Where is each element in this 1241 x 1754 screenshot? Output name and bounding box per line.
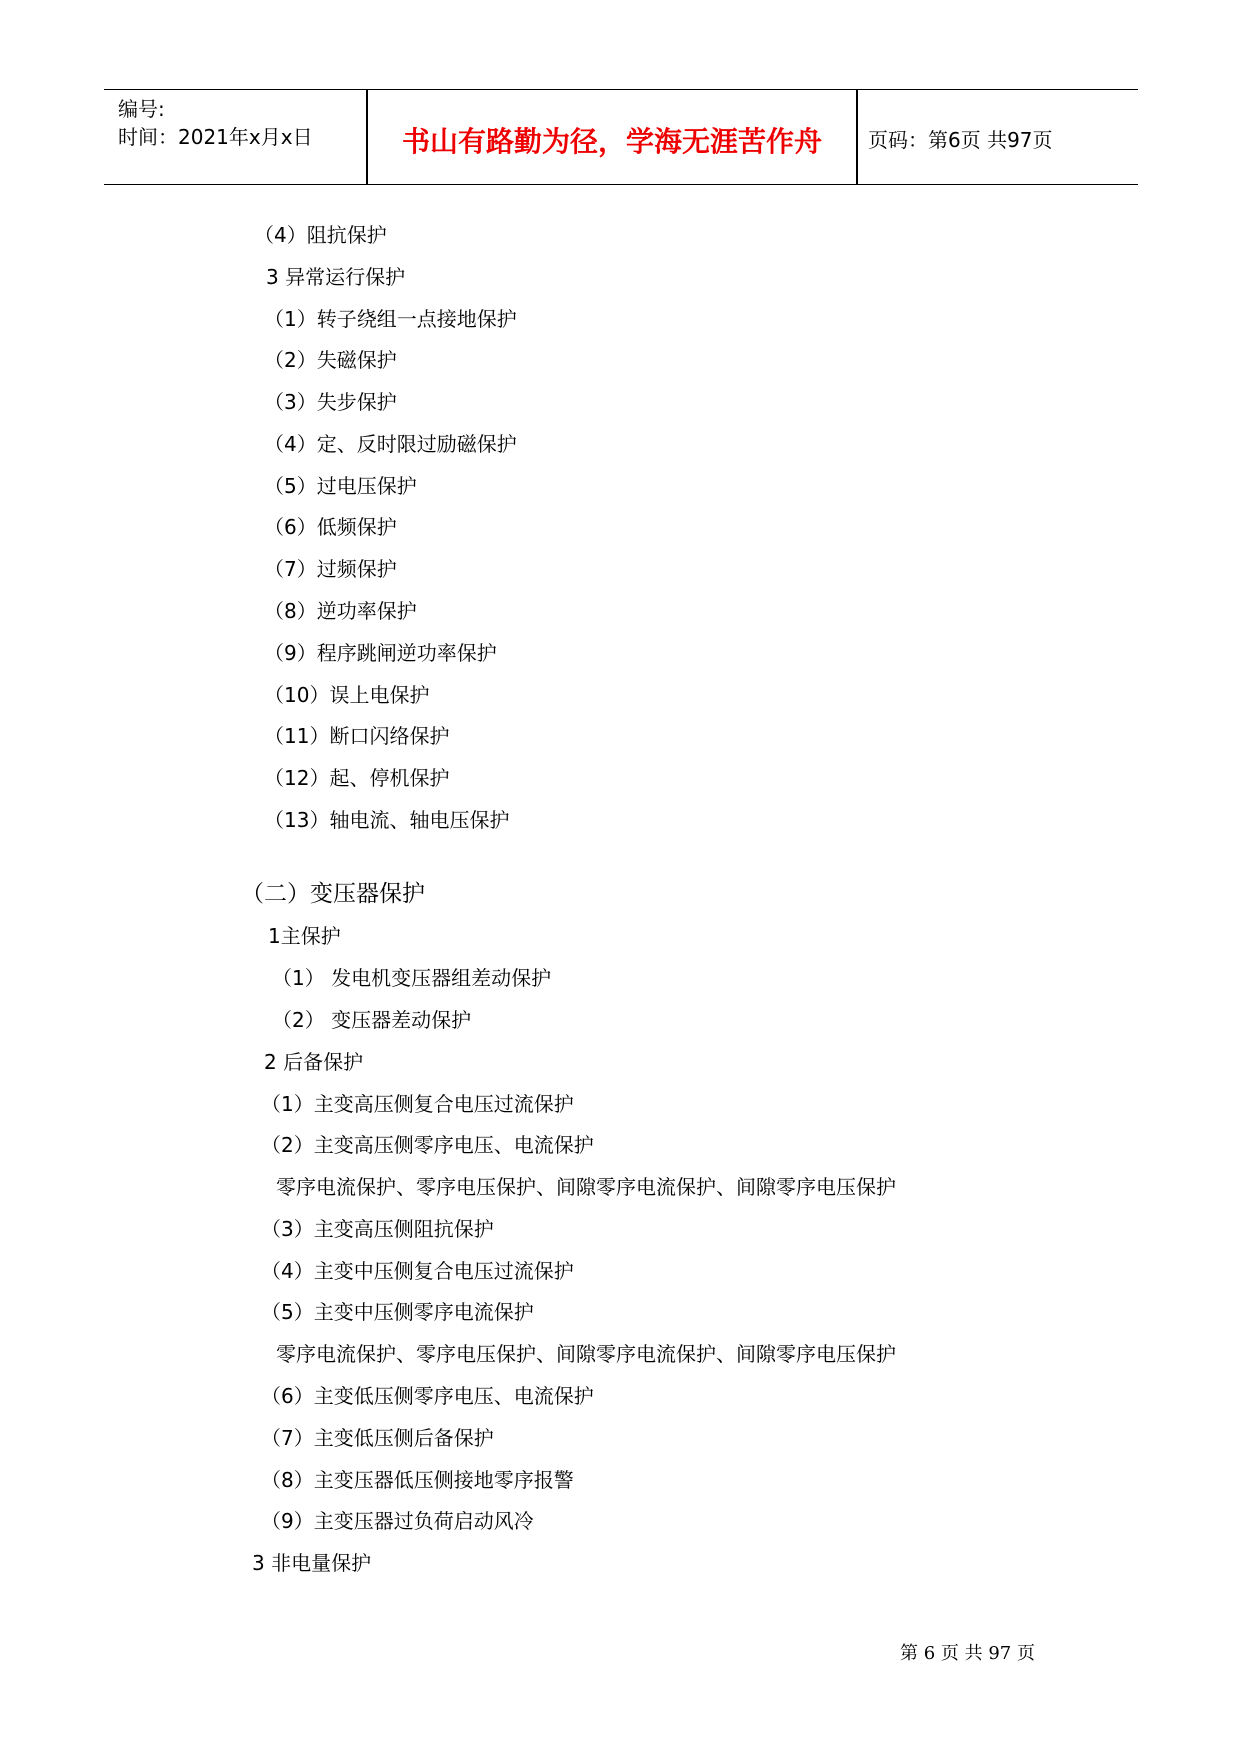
- list-item: （11）断口闪络保护: [264, 724, 450, 748]
- document-number-label: 编号:: [118, 97, 165, 121]
- list-item: 零序电流保护、零序电压保护、间隙零序电流保护、间隙零序电压保护: [276, 1175, 896, 1199]
- list-item: （5）过电压保护: [264, 474, 417, 498]
- list-item: （1） 发电机变压器组差动保护: [272, 966, 552, 990]
- header-page-label: 页码：第6页 共97页: [868, 128, 1053, 152]
- page-header: [104, 89, 1138, 185]
- list-item: （13）轴电流、轴电压保护: [264, 808, 510, 832]
- list-item: 1主保护: [268, 924, 341, 948]
- list-item: 2 后备保护: [264, 1050, 364, 1074]
- list-item: （5）主变中压侧零序电流保护: [261, 1300, 534, 1324]
- list-item: （4）定、反时限过励磁保护: [264, 432, 517, 456]
- list-item: （3）主变高压侧阻抗保护: [261, 1217, 494, 1241]
- page-footer: 第 6 页 共 97 页: [900, 1643, 1035, 1664]
- list-item: （4）阻抗保护: [254, 223, 387, 247]
- list-item: （8）逆功率保护: [264, 599, 417, 623]
- list-item: （9）程序跳闸逆功率保护: [264, 641, 497, 665]
- list-item: （12）起、停机保护: [264, 766, 450, 790]
- document-time-label: 时间：2021年x月x日: [118, 125, 313, 149]
- header-divider: [856, 90, 858, 184]
- list-item: （4）主变中压侧复合电压过流保护: [261, 1259, 574, 1283]
- list-item: 零序电流保护、零序电压保护、间隙零序电流保护、间隙零序电压保护: [276, 1342, 896, 1366]
- list-item: （10）误上电保护: [264, 683, 430, 707]
- list-item: 3 非电量保护: [252, 1551, 372, 1575]
- list-item: （6）主变低压侧零序电压、电流保护: [261, 1384, 594, 1408]
- section-heading: （二）变压器保护: [241, 881, 425, 907]
- list-item: （7）主变低压侧后备保护: [261, 1426, 494, 1450]
- list-item: （3）失步保护: [264, 390, 397, 414]
- list-item: （2）失磁保护: [264, 348, 397, 372]
- header-motto: 书山有路勤为径，学海无涯苦作舟: [401, 125, 822, 158]
- list-item: （8）主变压器低压侧接地零序报警: [261, 1468, 574, 1492]
- list-item: （2）主变高压侧零序电压、电流保护: [261, 1133, 594, 1157]
- list-item: （7）过频保护: [264, 557, 397, 581]
- list-item: 3 异常运行保护: [266, 265, 406, 289]
- list-item: （6）低频保护: [264, 515, 397, 539]
- list-item: （1）主变高压侧复合电压过流保护: [261, 1092, 574, 1116]
- list-item: （1）转子绕组一点接地保护: [264, 307, 517, 331]
- list-item: （9）主变压器过负荷启动风冷: [261, 1509, 534, 1533]
- list-item: （2） 变压器差动保护: [272, 1008, 472, 1032]
- header-meta: [118, 90, 368, 184]
